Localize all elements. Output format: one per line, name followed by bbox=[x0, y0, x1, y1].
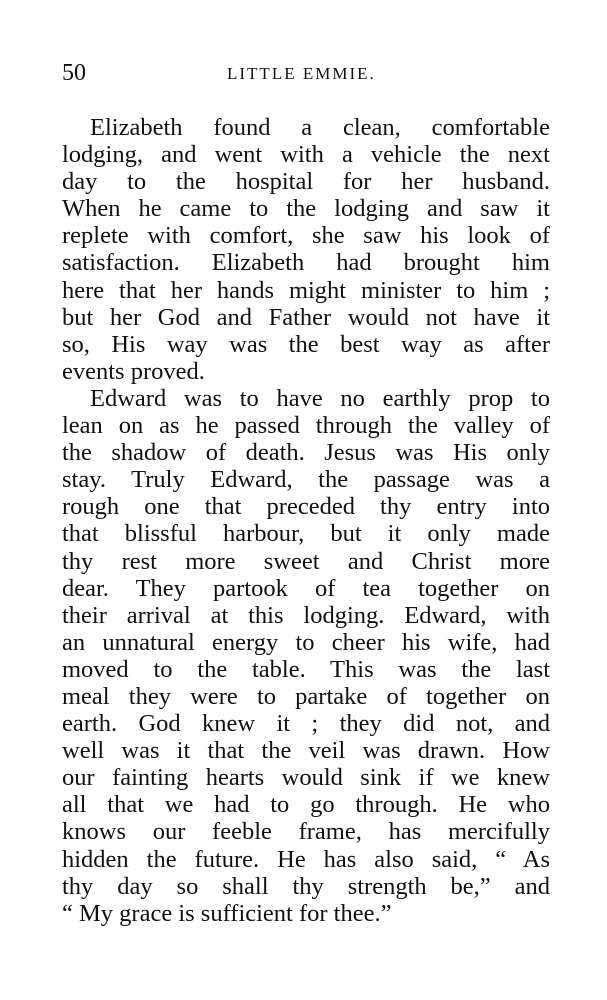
text-line: day to the hospital for her husband. bbox=[62, 168, 550, 196]
text-line: earth. God knew it ; they did not, and bbox=[62, 710, 550, 738]
text-line: well was it that the veil was drawn. How bbox=[62, 737, 550, 765]
running-head bbox=[62, 58, 552, 88]
text-line: our fainting hearts would sink if we knew bbox=[62, 764, 550, 792]
text-line: When he came to the lodging and saw it bbox=[62, 195, 550, 223]
text-line: stay. Truly Edward, the passage was a bbox=[62, 466, 550, 494]
text-line: satisfaction. Elizabeth had brought him bbox=[62, 249, 550, 277]
paragraph-2 bbox=[62, 385, 550, 927]
text-line: Edward was to have no earthly prop to bbox=[90, 384, 550, 412]
text-line: an unnatural energy to cheer his wife, had bbox=[62, 628, 550, 656]
text-line: Elizabeth found a clean, comfortable bbox=[90, 114, 550, 141]
text-line: meal they were to partake of together on bbox=[62, 682, 550, 710]
text-line: that blissful harbour, but it only made bbox=[62, 520, 550, 548]
text-line: all that we had to go through. He who bbox=[62, 791, 550, 819]
text-line: here that her hands might minister to him ; bbox=[62, 276, 550, 304]
text-line: rough one that preceded thy entry into bbox=[62, 493, 550, 521]
text-line: but her God and Father would not have it bbox=[62, 303, 550, 331]
text-line: dear. They partook of tea together on bbox=[62, 574, 550, 602]
text-line: thy day so shall thy strength be,” and bbox=[62, 872, 550, 900]
paragraph-1 bbox=[62, 114, 550, 385]
text-line: knows our feeble frame, has mercifully bbox=[62, 818, 550, 846]
text-line: the shadow of death. Jesus was His only bbox=[62, 439, 550, 467]
page-number: 50 bbox=[62, 60, 86, 86]
text-line: lean on as he passed through the valley of bbox=[62, 412, 550, 440]
text-line: moved to the table. This was the last bbox=[62, 655, 550, 683]
text-line: replete with comfort, she saw his look of bbox=[62, 222, 550, 250]
text-line: events proved. bbox=[62, 357, 205, 385]
running-title: LITTLE EMMIE. bbox=[227, 64, 376, 83]
text-line: lodging, and went with a vehicle the next bbox=[62, 141, 550, 169]
text-line: their arrival at this lodging. Edward, with bbox=[62, 601, 550, 629]
text-line: thy rest more sweet and Christ more bbox=[62, 547, 550, 575]
text-line: hidden the future. He has also said, “ As bbox=[62, 845, 550, 873]
text-line: “ My grace is sufficient for thee.” bbox=[62, 899, 392, 927]
body-text bbox=[62, 114, 550, 927]
text-line: so, His way was the best way as after bbox=[62, 330, 550, 358]
